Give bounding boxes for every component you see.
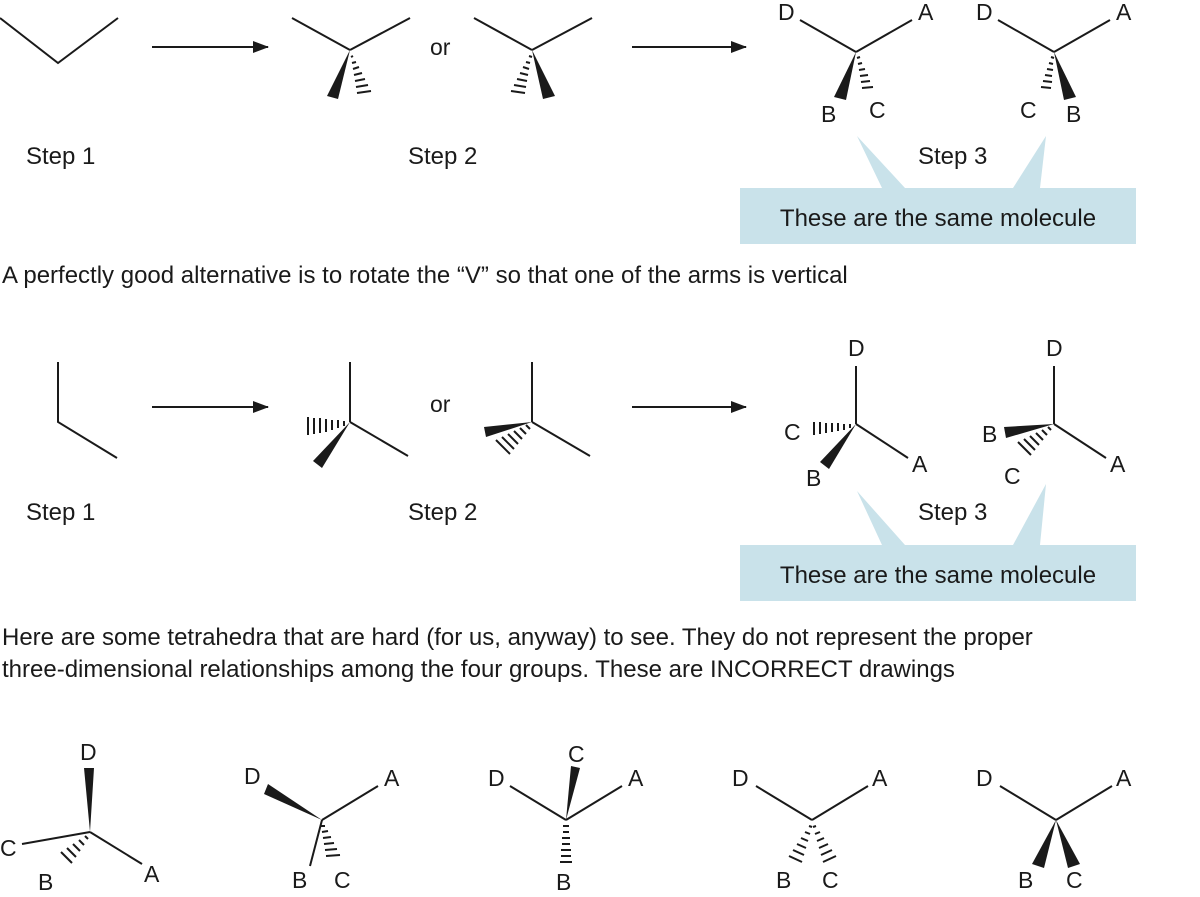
hashed-bond [321,826,340,856]
atom-label-a: A [872,765,888,791]
hashed-bond [1041,57,1054,88]
atom-label-a: A [144,861,160,887]
incorrect-tetrahedron-2 [244,763,400,892]
step2-label: Step 2 [408,499,478,526]
step3-label: Step 3 [918,499,988,526]
wedge-bond [834,52,856,100]
atom-label-c: C [1020,97,1037,123]
incorrect-text-line-1: Here are some tetrahedra that are hard (for us, anyway) to see. They do not represent the proper [2,624,1033,651]
atom-label-c: C [334,867,351,892]
step1-v-skeleton [0,18,118,63]
step2-label: Step 2 [408,143,478,170]
hashed-bond [511,56,532,93]
step1-label: Step 1 [26,499,96,526]
section-1 [0,0,1136,244]
hashed-bond [813,826,836,862]
callout-text: These are the same molecule [779,205,1097,232]
hashed-bond [351,56,371,93]
wedge-bond [532,50,555,99]
atom-label-b: B [1066,101,1082,127]
atom-label-c: C [869,97,886,123]
section-2 [26,335,1136,601]
incorrect-tetrahedron-1 [0,739,160,892]
step2-tetrahedron-b [484,362,590,456]
or-label: or [430,34,451,60]
incorrect-tetrahedron-5 [976,765,1132,892]
wedge-bond [1032,820,1056,868]
atom-label-d: D [244,763,261,789]
atom-label-b: B [556,869,572,892]
hashed-bond [560,826,572,862]
incorrect-drawings [0,739,1132,892]
atom-label-c: C [784,419,801,445]
atom-label-b: B [806,465,822,491]
step2-tetrahedron-a [292,18,410,99]
wedge-bond [1056,820,1080,868]
atom-label-a: A [1116,765,1132,791]
atom-label-d: D [976,0,993,25]
hashed-bond [789,826,812,862]
step1-v-skeleton [58,362,117,458]
atom-label-a: A [1110,451,1126,477]
atom-label-c: C [1004,463,1021,489]
incorrect-text-line-2: three-dimensional relationships among the four groups. These are INCORRECT drawings [2,656,955,683]
atom-label-c: C [1066,867,1083,892]
or-label: or [430,391,451,417]
step3-molecule-2 [982,335,1126,489]
callout-text: These are the same molecule [779,562,1097,589]
incorrect-tetrahedron-3 [488,741,644,892]
step2-tetrahedron-a [308,362,408,468]
atom-label-a: A [1116,0,1132,25]
wedge-bond [264,784,322,820]
atom-label-d: D [1046,335,1063,361]
atom-label-a: A [628,765,644,791]
step3-molecule-2 [976,0,1132,127]
atom-label-a: A [918,0,934,25]
alternative-text: A perfectly good alternative is to rotate the “V” so that one of the arms is vertical [2,262,848,289]
step3-molecule-1 [784,335,928,491]
atom-label-d: D [80,739,97,765]
atom-label-b: B [38,869,54,892]
atom-label-a: A [912,451,928,477]
wedge-bond [327,50,350,99]
step2-tetrahedron-b [474,18,592,99]
atom-label-d: D [488,765,505,791]
atom-label-d: D [778,0,795,25]
step3-molecule-1 [778,0,934,127]
incorrect-tetrahedron-4 [732,765,888,892]
atom-label-b: B [292,867,308,892]
wedge-bond [1054,52,1076,100]
atom-label-d: D [848,335,865,361]
atom-label-d: D [976,765,993,791]
hashed-bond [61,836,88,863]
atom-label-d: D [732,765,749,791]
hashed-bond [814,422,850,435]
atom-label-c: C [822,867,839,892]
step3-label: Step 3 [918,143,988,170]
wedge-bond [1004,424,1054,438]
atom-label-b: B [821,101,837,127]
atom-label-c: C [568,741,585,767]
atom-label-b: B [776,867,792,892]
hashed-bond [857,57,873,88]
hashed-bond [308,417,344,435]
step1-label: Step 1 [26,143,96,170]
wedge-bond [84,768,94,832]
atom-label-b: B [982,421,998,447]
atom-label-a: A [384,765,400,791]
atom-label-c: C [0,835,17,861]
atom-label-b: B [1018,867,1034,892]
